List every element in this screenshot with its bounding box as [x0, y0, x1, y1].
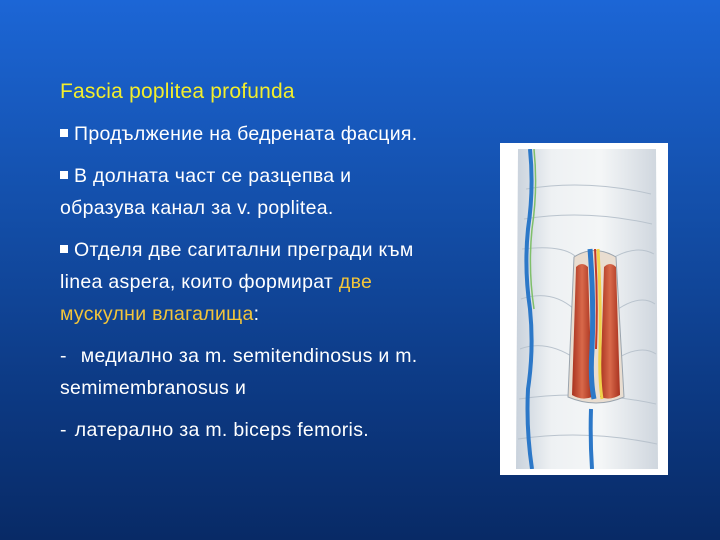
paragraph-text: медиално за m. semitendinosus и m. semimembranosus и — [60, 345, 418, 399]
highlighted-text: две мускулни влагалища — [60, 271, 373, 325]
popliteal-fascia-illustration-icon — [506, 149, 662, 469]
anatomical-illustration — [500, 143, 668, 475]
paragraph-text: Отделя две сагитални прегради към linea aspera, които формират — [60, 239, 414, 293]
paragraph-text: В долната част се разцепва и образува канал за v. poplitea. — [60, 165, 352, 219]
dash-paragraph-1 — [60, 340, 440, 404]
square-bullet-icon — [60, 171, 68, 179]
dash-marker: - — [60, 345, 67, 367]
square-bullet-icon — [60, 129, 68, 137]
slide-body — [60, 118, 440, 456]
paragraph-text-end: : — [253, 303, 260, 325]
bullet-paragraph-3 — [60, 234, 440, 330]
dash-marker: - — [60, 419, 67, 441]
square-bullet-icon — [60, 245, 68, 253]
paragraph-text: Продължение на бедрената фасция. — [74, 123, 418, 145]
dash-paragraph-2 — [60, 414, 440, 446]
bullet-paragraph-1 — [60, 118, 440, 150]
slide-title: Fascia poplitea profunda — [60, 80, 295, 103]
paragraph-text: латерално за m. biceps femoris. — [74, 419, 369, 441]
bullet-paragraph-2 — [60, 160, 440, 224]
